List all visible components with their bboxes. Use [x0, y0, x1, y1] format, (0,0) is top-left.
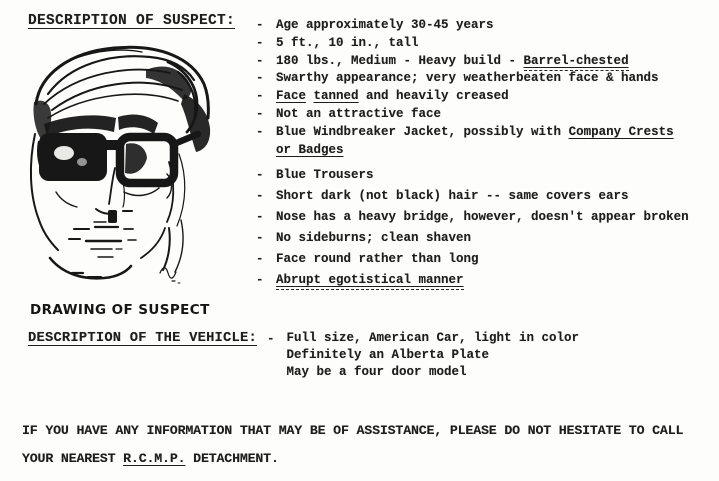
text-segment: Swarthy appearance; very weatherbeaten face & hands — [276, 71, 659, 86]
vehicle-detail-line: Full size, American Car, light in color — [286, 331, 580, 345]
underlined-text: Barrel-chested — [524, 54, 629, 71]
item-text — [276, 231, 471, 252]
description-item — [256, 107, 716, 125]
vehicle-description-heading: DESCRIPTION OF THE VEHICLE: — [28, 331, 257, 346]
underlined-text: Face — [276, 89, 307, 104]
description-item — [256, 252, 716, 273]
item-text — [276, 252, 479, 273]
item-text — [276, 273, 464, 294]
description-item — [256, 18, 716, 36]
underlined-text: Abrupt egotistical manner — [276, 273, 464, 290]
item-text — [276, 71, 659, 89]
description-item — [256, 231, 716, 252]
bullet-dash: - — [256, 35, 264, 50]
bullet-dash: - — [256, 273, 264, 288]
text-segment: Nose has a heavy bridge, however, doesn't appear broken — [276, 210, 689, 225]
vehicle-section — [28, 331, 579, 383]
vehicle-details — [286, 331, 579, 383]
description-item — [256, 189, 716, 210]
item-text — [276, 143, 344, 161]
text-segment: YOUR NEAREST — [22, 451, 124, 466]
bullet-dash: - — [256, 231, 264, 246]
text-segment: Short dark (not black) hair -- same covers ears — [276, 189, 629, 204]
item-text — [276, 36, 419, 54]
bullet-dash: - — [256, 210, 264, 225]
bullet-dash: - — [256, 252, 264, 267]
bullet-dash: - — [256, 89, 264, 104]
item-text — [276, 210, 689, 231]
underlined-text: tanned — [313, 89, 359, 104]
item-text — [276, 54, 629, 72]
footer-line-1: IF YOU HAVE ANY INFORMATION THAT MAY BE OF ASSISTANCE, PLEASE DO NOT HESITATE TO CALL — [22, 423, 684, 438]
vehicle-detail-line: Definitely an Alberta Plate — [286, 348, 490, 363]
text-segment: No sideburns; clean shaven — [276, 231, 472, 246]
bullet-dash: - — [256, 18, 264, 32]
vehicle-detail-line: May be a four door model — [286, 365, 467, 380]
text-segment: 180 lbs., Medium - Heavy build - — [276, 53, 524, 68]
item-text — [276, 18, 494, 36]
footer-line-2 — [22, 451, 717, 479]
description-item — [256, 143, 716, 161]
vehicle-bullet-dash: - — [266, 332, 275, 346]
description-item — [256, 273, 716, 294]
description-item — [256, 125, 716, 143]
underlined-text: R.C.M.P. — [123, 451, 186, 466]
bullet-dash: - — [256, 53, 264, 68]
description-item — [256, 210, 716, 231]
description-item — [256, 36, 716, 54]
item-text — [276, 107, 441, 125]
text-segment: DETACHMENT. — [185, 451, 279, 466]
description-item — [256, 54, 716, 72]
footer-notice — [22, 423, 717, 479]
bullet-dash: - — [256, 189, 264, 204]
underlined-text: Company Crests — [568, 124, 674, 139]
suspect-description-list — [256, 18, 716, 294]
item-text — [276, 125, 674, 143]
description-item — [256, 89, 716, 107]
description-item — [256, 168, 716, 189]
item-text — [276, 89, 509, 107]
bullet-dash: - — [256, 106, 264, 121]
suspect-sketch — [20, 40, 238, 294]
text-segment: Blue Windbreaker Jacket, possibly with — [276, 124, 569, 139]
description-item — [256, 71, 716, 89]
bullet-dash: - — [256, 71, 264, 86]
text-segment: and heavily creased — [358, 89, 509, 104]
suspect-portrait-sketch-icon — [20, 40, 238, 294]
text-segment: Not an attractive face — [276, 106, 442, 121]
bullet-dash: - — [256, 168, 264, 183]
bullet-spacer — [256, 143, 276, 161]
suspect-description-heading: DESCRIPTION OF SUSPECT: — [28, 13, 236, 29]
text-segment: Face round rather than long — [276, 252, 479, 267]
underlined-text: or Badges — [276, 142, 344, 157]
drawing-of-suspect-caption: DRAWING OF SUSPECT — [30, 302, 210, 318]
text-segment — [306, 89, 314, 103]
item-text — [276, 189, 629, 210]
bullet-dash: - — [256, 124, 264, 139]
text-segment: Blue Trousers — [276, 168, 374, 183]
item-text — [276, 168, 374, 189]
text-segment: 5 ft., 10 in., tall — [276, 35, 419, 50]
text-segment: Age approximately 30-45 years — [276, 18, 494, 32]
